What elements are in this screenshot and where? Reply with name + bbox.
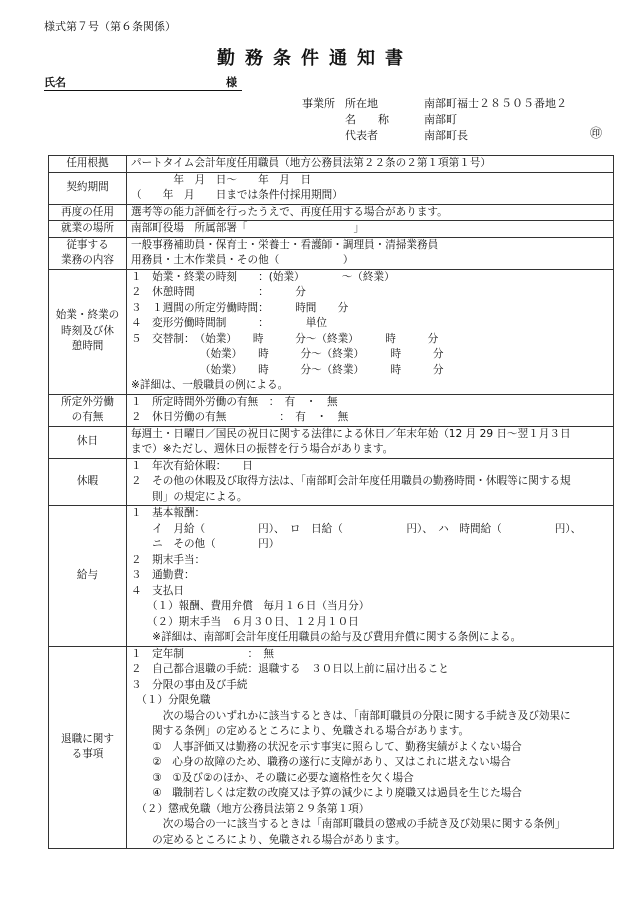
content-line: １ 基本報酬： [131,507,206,519]
content-line: 選考等の能力評価を行ったうえで、再度任用する場合があります。 [131,205,448,218]
row-label [49,394,127,426]
content-line: ２ 休日労働の有無 ： 有 ・ 無 [131,411,349,423]
row-content [127,646,614,849]
row-label-line: 休暇 [76,475,99,487]
content-line: （１）報酬、費用弁償 毎月１６日（当月分） [131,600,370,612]
row-label-line: の有無 [71,411,104,423]
name-label: 氏名 [44,76,66,89]
content-line: （１）分限免職 [131,694,211,706]
content-line: ２ 期末手当： [131,553,206,566]
content-line: （２）懲戒免職（地方公務員法第２９条第１項） [131,802,370,815]
row-label [49,506,127,647]
office-label: 事業所 [302,97,335,110]
content-line: ② 心身の故障のため、職務の遂行に支障があり、又はこれに堪えない場合 [131,756,511,768]
name-underline [44,74,242,91]
content-line: １ 始業・終業の時刻 ：(始業） 〜（終業） [131,270,395,283]
content-line: （２）期末手当 ６月３０日、１２月１０日 [131,615,359,628]
row-content [127,156,614,173]
content-line: １ 所定時間外労働の有無 ： 有 ・ 無 [131,395,338,408]
content-line: ３ １週間の所定労働時間： 時間 分 [131,301,349,314]
row-content [127,172,614,204]
content-line: ※詳細は、南部町会計年度任用職員の給与及び費用弁償に関する条例による。 [131,631,522,643]
address-label: 所在地 [345,97,378,110]
content-line: １ 定年制 ： 無 [131,647,275,660]
content-line: ※詳細は、一般職員の例による。 [131,379,289,391]
office-name-value: 南部町 [424,113,457,126]
row-label [49,646,127,849]
content-line: ５ 交替制： （始業） 時 分〜（終業） 時 分 [131,332,439,345]
content-line: ３ 分限の事由及び手続 [131,678,248,691]
content-line: ４ 変形労働時間制 ： 単位 [131,317,327,329]
content-line: （始業） 時 分〜（終業） 時 分 [131,348,444,360]
content-line: 用務員・土木作業員・その他（ ） [131,254,354,266]
row-label [49,458,127,506]
content-line: ③ ①及び②のほか、その職に必要な適格性を欠く場合 [131,771,414,784]
table-row [49,458,614,506]
row-content [127,458,614,506]
row-content [127,221,614,238]
content-line: 南部町役場 所属部署「 」 [131,222,365,234]
content-line: ４ 支払日 [131,584,184,597]
row-label [49,204,127,221]
row-content [127,394,614,426]
row-label-line: る事項 [71,748,104,761]
content-line: 次の場合のいずれかに該当するときは、「南部町職員の分限に関する手続き及び効果に [131,709,571,722]
content-line: 関する条例」の定めるところにより、免職される場合があります。 [131,725,470,737]
content-line: ① 人事評価又は勤務の状況を示す事実に照らして、勤務実績がよくない場合 [131,740,522,753]
content-line: ２ その他の休暇及び取得方法は、「南部町会計年度任用職員の勤務時間・休暇等に関する規 [131,475,571,487]
address-value: 南部町福士２８５０５番地２ [424,97,567,110]
table-row [49,156,614,173]
row-content [127,269,614,394]
row-label-line: 業務の内容 [61,254,114,266]
seal-mark: ㊞ [590,126,603,140]
row-label [49,156,127,173]
table-row [49,172,614,204]
row-content [127,426,614,458]
row-label [49,221,127,238]
content-line: イ 月給（ 円）、 ロ 日給（ 円）、 ハ 時間給（ 円）、 [131,522,582,535]
row-label-line: 契約期間 [66,181,109,194]
representative-value: 南部町長 [424,129,468,142]
row-label-line: 始業・終業の [55,309,120,322]
content-line: 年 月 日〜 年 月 日 [131,173,312,186]
table-row [49,204,614,221]
content-line: ④ 職制若しくは定数の改廃又は予算の減少により廃職又は過員を生じた場合 [131,787,522,799]
row-label-line: 時刻及び休 [61,324,114,337]
content-line: の定めるところにより、免職される場合があります。 [131,833,406,846]
content-line: まで）※ただし、週休日の振替を行う場合があります。 [131,443,394,455]
row-label-line: 退職に関す [61,732,114,745]
content-line: 次の場合の一に該当するときは「南部町職員の懲戒の手続き及び効果に関する条例」 [131,818,566,830]
form-number: 様式第７号（第６条関係） [44,20,176,33]
conditions-table [48,155,614,849]
row-label-line: 就業の場所 [61,222,114,234]
table-row [49,221,614,238]
row-content [127,506,614,647]
representative-label: 代表者 [345,129,378,142]
content-line: パートタイム会計年度任用職員（地方公務員法第２２条の２第１項第１号） [131,157,491,169]
row-label-line: 任用根拠 [66,157,109,169]
content-line: ニ その他（ 円） [131,538,280,550]
content-line: ３ 通勤費： [131,569,195,581]
content-line: 一般事務補助員・保育士・栄養士・看護師・調理員・清掃業務員 [131,238,439,251]
row-label [49,426,127,458]
row-label-line: 従事する [66,238,109,251]
row-label-line: 再度の任用 [61,205,114,218]
table-row [49,426,614,458]
table-row [49,237,614,269]
content-line: ２ 休憩時間 ： 分 [131,286,306,298]
table-row [49,394,614,426]
content-line: 毎週土・日曜日／国民の祝日に関する法律による休日／年末年始（12 月 29 日〜翌１月３日 [131,427,571,440]
table-row [49,269,614,394]
document-title: 勤務条件通知書 [217,48,413,69]
content-line: ２ 自己都合退職の手続：退職する ３０日以上前に届け出ること [131,663,449,675]
table-row [49,646,614,849]
row-label-line: 休日 [76,435,99,448]
office-name-label: 名 称 [345,113,389,126]
content-line: 則」の規定による。 [131,490,248,503]
content-line: （ 年 月 日までは条件付採用期間） [131,189,343,201]
row-label [49,237,127,269]
row-label [49,269,127,394]
content-line: １ 年次有給休暇： 日 [131,459,253,472]
row-label-line: 憩時間 [71,340,104,353]
content-line: （始業） 時 分〜（終業） 時 分 [131,363,444,376]
row-content [127,204,614,221]
row-label-line: 所定外労働 [61,395,114,408]
row-label [49,172,127,204]
name-suffix: 様 [226,76,237,89]
row-label-line: 給与 [76,569,99,581]
table-row [49,506,614,647]
row-content [127,237,614,269]
